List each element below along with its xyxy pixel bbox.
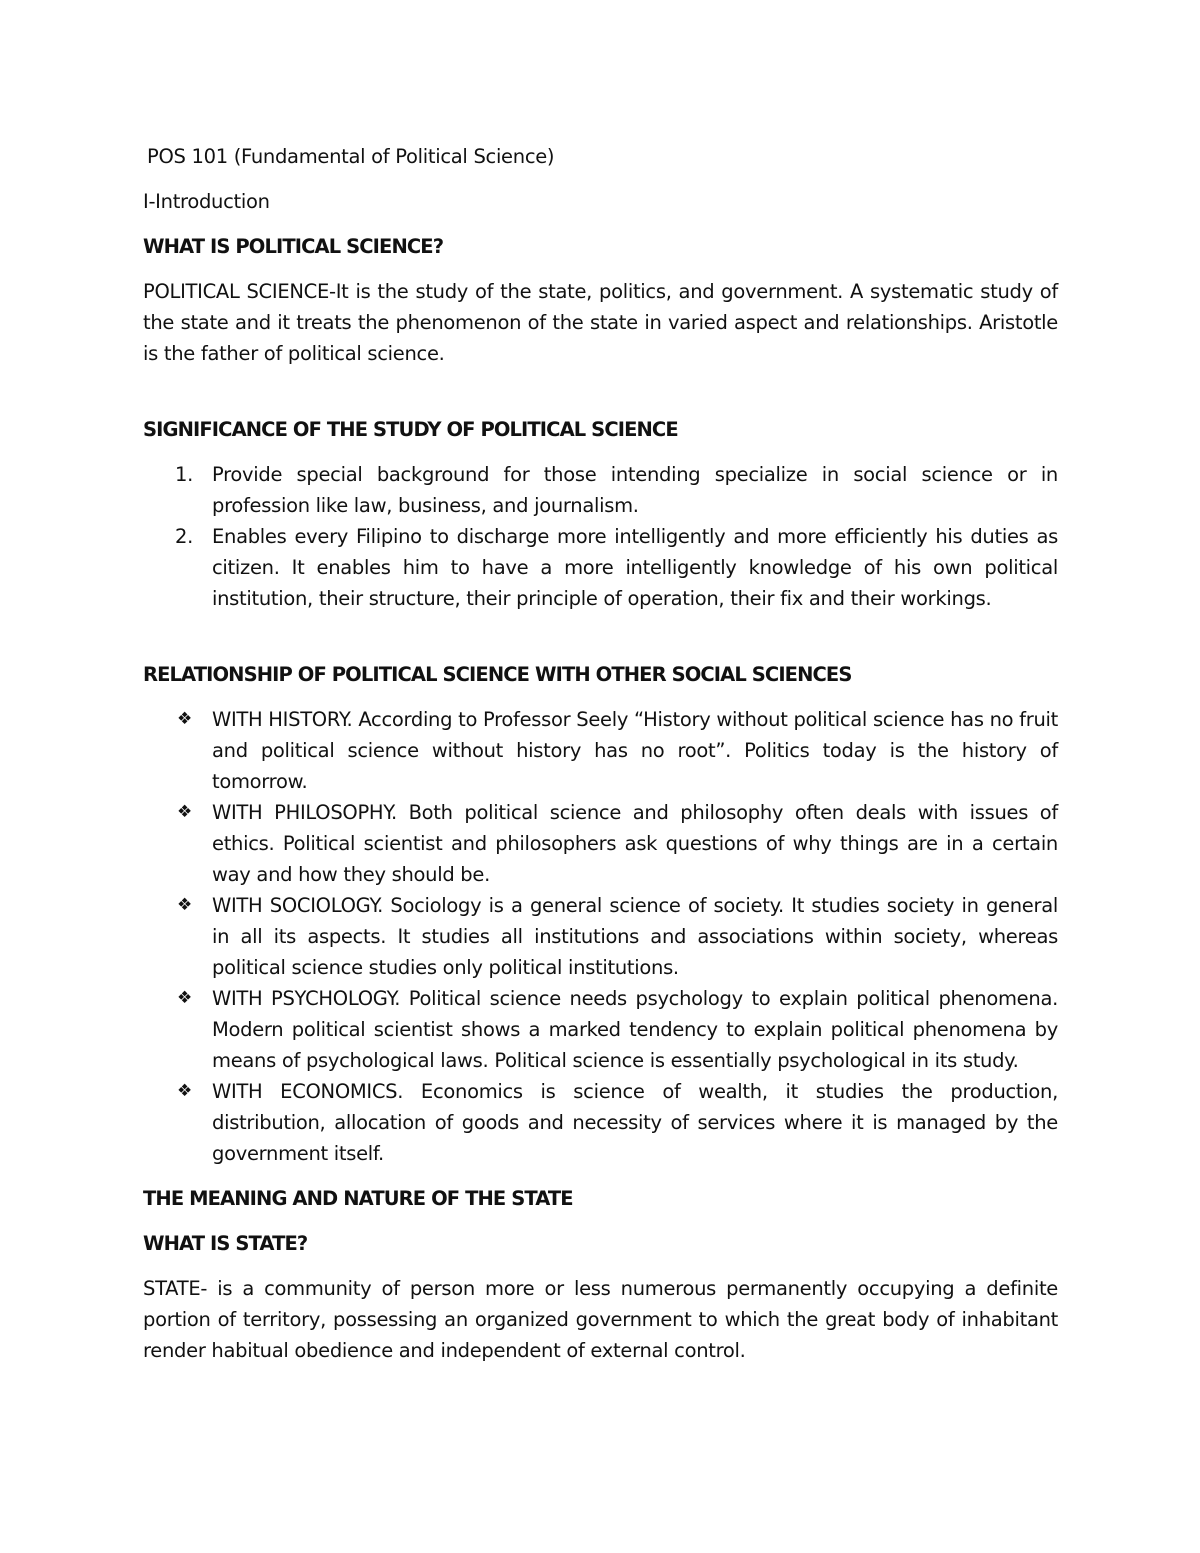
heading-relationship: RELATIONSHIP OF POLITICAL SCIENCE WITH OTHER SOCIAL SCIENCES xyxy=(143,663,852,686)
heading-significance: SIGNIFICANCE OF THE STUDY OF POLITICAL SCIENCE xyxy=(143,418,678,441)
course-title: POS 101 (Fundamental of Political Science) xyxy=(147,145,555,168)
list-item xyxy=(143,704,1058,797)
spacer xyxy=(143,614,1058,659)
diamond-bullet-icon: ❖ xyxy=(177,1081,192,1101)
relationship-list xyxy=(143,704,1058,1169)
heading-what-is-state: WHAT IS STATE? xyxy=(143,1232,308,1255)
list-item-text: WITH SOCIOLOGY. Sociology is a general science of society. It studies society in general in all its aspects. It studies all institutions and associations within society, whereas political science studies only political institutions. xyxy=(212,894,1058,979)
list-item xyxy=(143,983,1058,1076)
state-definition: STATE- is a community of person more or less numerous permanently occupying a definite portion of territory, possessing an organized government to which the great body of inhabitant render habitual obedience and independent of external control. xyxy=(143,1277,1058,1362)
significance-list xyxy=(143,459,1058,614)
list-number: 1. xyxy=(175,463,194,486)
document-body xyxy=(143,141,1058,1366)
list-item xyxy=(143,1076,1058,1169)
list-item-text: WITH HISTORY. According to Professor Seely “History without political science has no fruit and political science without history has no root”. Politics today is the history of tomorrow. xyxy=(212,708,1058,793)
diamond-bullet-icon: ❖ xyxy=(177,988,192,1008)
list-item-text: WITH PSYCHOLOGY. Political science needs psychology to explain political phenomena. Modern political scientist shows a marked tendency to explain political phenomena by means of psychological laws. Political science is essentially psychological in its study. xyxy=(212,987,1058,1072)
list-item-text: Provide special background for those intending specialize in social science or in profession like law, business, and journalism. xyxy=(212,463,1058,517)
diamond-bullet-icon: ❖ xyxy=(177,709,192,729)
political-science-definition: POLITICAL SCIENCE-It is the study of the state, politics, and government. A systematic study of the state and it treats the phenomenon of the state in varied aspect and relationships. Aristotle is the father of political science. xyxy=(143,280,1058,365)
heading-state-meaning: THE MEANING AND NATURE OF THE STATE xyxy=(143,1187,573,1210)
list-item xyxy=(143,459,1058,521)
spacer xyxy=(143,1169,1058,1183)
list-number: 2. xyxy=(175,525,194,548)
list-item-text: Enables every Filipino to discharge more intelligently and more efficiently his duties as citizen. It enables him to have a more intelligently knowledge of his own political institution, their structure, their principle of operation, their fix and their workings. xyxy=(212,525,1058,610)
heading-what-is-political-science: WHAT IS POLITICAL SCIENCE? xyxy=(143,235,444,258)
list-item xyxy=(143,890,1058,983)
diamond-bullet-icon: ❖ xyxy=(177,895,192,915)
diamond-bullet-icon: ❖ xyxy=(177,802,192,822)
list-item xyxy=(143,521,1058,614)
section-label: I-Introduction xyxy=(143,190,270,213)
list-item xyxy=(143,797,1058,890)
spacer xyxy=(143,369,1058,414)
list-item-text: WITH PHILOSOPHY. Both political science and philosophy often deals with issues of ethics. Political scientist and philosophers ask questions of why things are in a certain way and how they should be. xyxy=(212,801,1058,886)
list-item-text: WITH ECONOMICS. Economics is science of wealth, it studies the production, distribution, allocation of goods and necessity of services where it is managed by the government itself. xyxy=(212,1080,1058,1165)
